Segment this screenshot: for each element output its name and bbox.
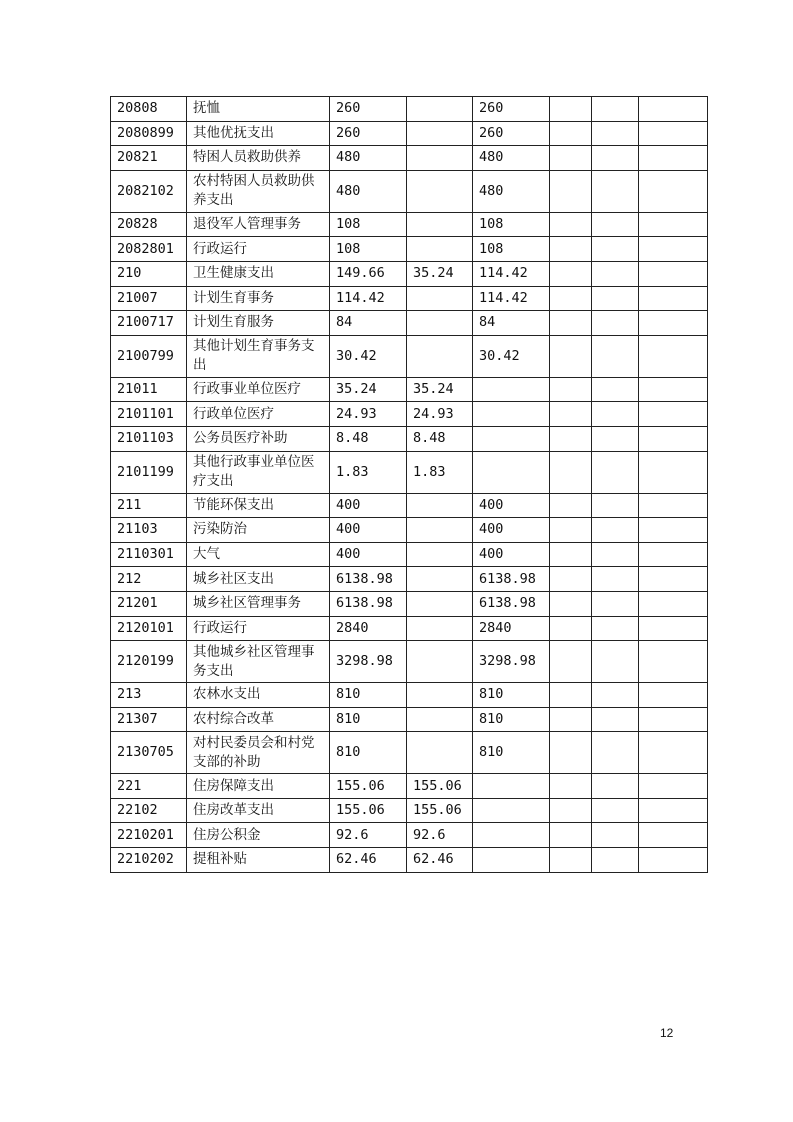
table-row — [111, 237, 708, 262]
cell-empty-1 — [550, 426, 592, 451]
cell-name: 行政事业单位医疗 — [187, 377, 330, 402]
cell-name: 行政运行 — [187, 616, 330, 641]
cell-empty-2 — [592, 335, 639, 377]
table-body — [111, 97, 708, 873]
cell-project: 400 — [473, 518, 550, 543]
cell-empty-3 — [639, 848, 708, 873]
cell-empty-2 — [592, 798, 639, 823]
cell-empty-1 — [550, 683, 592, 708]
table-row — [111, 170, 708, 212]
table-row — [111, 707, 708, 732]
table-row — [111, 798, 708, 823]
cell-empty-2 — [592, 426, 639, 451]
cell-empty-1 — [550, 170, 592, 212]
cell-empty-2 — [592, 567, 639, 592]
cell-project — [473, 774, 550, 799]
cell-empty-1 — [550, 261, 592, 286]
cell-code: 21007 — [111, 286, 187, 311]
cell-basic — [407, 567, 473, 592]
cell-total: 62.46 — [330, 848, 407, 873]
cell-basic — [407, 311, 473, 336]
cell-project: 6138.98 — [473, 567, 550, 592]
table-row — [111, 402, 708, 427]
cell-empty-1 — [550, 121, 592, 146]
cell-total: 24.93 — [330, 402, 407, 427]
cell-code: 21011 — [111, 377, 187, 402]
cell-total: 35.24 — [330, 377, 407, 402]
cell-empty-1 — [550, 311, 592, 336]
cell-empty-1 — [550, 848, 592, 873]
cell-code: 2120101 — [111, 616, 187, 641]
cell-code: 21201 — [111, 591, 187, 616]
cell-basic — [407, 212, 473, 237]
cell-empty-3 — [639, 237, 708, 262]
cell-name: 其他城乡社区管理事务支出 — [187, 641, 330, 683]
cell-code: 21103 — [111, 518, 187, 543]
cell-code: 2082801 — [111, 237, 187, 262]
table-row — [111, 212, 708, 237]
cell-basic — [407, 97, 473, 122]
cell-total: 8.48 — [330, 426, 407, 451]
cell-empty-3 — [639, 426, 708, 451]
cell-empty-1 — [550, 774, 592, 799]
cell-empty-3 — [639, 641, 708, 683]
cell-code: 2130705 — [111, 732, 187, 774]
cell-total: 400 — [330, 542, 407, 567]
cell-empty-1 — [550, 377, 592, 402]
cell-project: 108 — [473, 212, 550, 237]
cell-total: 810 — [330, 732, 407, 774]
cell-empty-2 — [592, 451, 639, 493]
cell-code: 22102 — [111, 798, 187, 823]
cell-basic: 35.24 — [407, 377, 473, 402]
cell-project: 114.42 — [473, 286, 550, 311]
cell-empty-3 — [639, 335, 708, 377]
table-row — [111, 823, 708, 848]
cell-total: 480 — [330, 146, 407, 171]
cell-name: 特困人员救助供养 — [187, 146, 330, 171]
cell-code: 21307 — [111, 707, 187, 732]
cell-name: 公务员医疗补助 — [187, 426, 330, 451]
cell-name: 卫生健康支出 — [187, 261, 330, 286]
table-row — [111, 426, 708, 451]
cell-name: 其他计划生育事务支出 — [187, 335, 330, 377]
table-row — [111, 377, 708, 402]
table-row — [111, 641, 708, 683]
cell-empty-1 — [550, 567, 592, 592]
cell-basic: 92.6 — [407, 823, 473, 848]
cell-total: 84 — [330, 311, 407, 336]
cell-project: 2840 — [473, 616, 550, 641]
cell-code: 20821 — [111, 146, 187, 171]
cell-project: 480 — [473, 170, 550, 212]
cell-name: 污染防治 — [187, 518, 330, 543]
cell-empty-3 — [639, 146, 708, 171]
cell-empty-2 — [592, 170, 639, 212]
cell-basic — [407, 493, 473, 518]
table-row — [111, 567, 708, 592]
cell-basic — [407, 335, 473, 377]
cell-empty-2 — [592, 286, 639, 311]
cell-name: 住房改革支出 — [187, 798, 330, 823]
cell-basic: 155.06 — [407, 774, 473, 799]
cell-basic — [407, 591, 473, 616]
cell-basic: 155.06 — [407, 798, 473, 823]
cell-empty-1 — [550, 732, 592, 774]
cell-project: 480 — [473, 146, 550, 171]
cell-project: 30.42 — [473, 335, 550, 377]
cell-empty-3 — [639, 798, 708, 823]
cell-project: 6138.98 — [473, 591, 550, 616]
cell-basic: 62.46 — [407, 848, 473, 873]
cell-empty-3 — [639, 286, 708, 311]
cell-empty-3 — [639, 97, 708, 122]
cell-empty-1 — [550, 542, 592, 567]
cell-empty-1 — [550, 335, 592, 377]
cell-code: 213 — [111, 683, 187, 708]
cell-code: 2210201 — [111, 823, 187, 848]
cell-empty-2 — [592, 212, 639, 237]
table-row — [111, 97, 708, 122]
cell-empty-2 — [592, 377, 639, 402]
cell-empty-1 — [550, 823, 592, 848]
cell-code: 2080899 — [111, 121, 187, 146]
cell-basic — [407, 616, 473, 641]
cell-basic — [407, 518, 473, 543]
cell-empty-1 — [550, 97, 592, 122]
cell-name: 抚恤 — [187, 97, 330, 122]
cell-basic: 35.24 — [407, 261, 473, 286]
cell-project: 810 — [473, 707, 550, 732]
cell-empty-1 — [550, 146, 592, 171]
cell-empty-3 — [639, 683, 708, 708]
cell-empty-2 — [592, 542, 639, 567]
cell-project: 84 — [473, 311, 550, 336]
cell-basic — [407, 542, 473, 567]
cell-total: 149.66 — [330, 261, 407, 286]
cell-empty-2 — [592, 683, 639, 708]
cell-basic — [407, 286, 473, 311]
cell-empty-1 — [550, 286, 592, 311]
cell-empty-3 — [639, 567, 708, 592]
cell-total: 30.42 — [330, 335, 407, 377]
cell-total: 6138.98 — [330, 591, 407, 616]
cell-empty-3 — [639, 518, 708, 543]
table-row — [111, 493, 708, 518]
cell-code: 2101199 — [111, 451, 187, 493]
table-row — [111, 774, 708, 799]
cell-code: 2082102 — [111, 170, 187, 212]
cell-basic — [407, 683, 473, 708]
cell-basic — [407, 121, 473, 146]
cell-total: 155.06 — [330, 798, 407, 823]
cell-empty-2 — [592, 493, 639, 518]
table-row — [111, 848, 708, 873]
cell-empty-1 — [550, 212, 592, 237]
cell-project — [473, 823, 550, 848]
cell-empty-2 — [592, 146, 639, 171]
cell-project — [473, 426, 550, 451]
cell-basic: 24.93 — [407, 402, 473, 427]
cell-name: 其他行政事业单位医疗支出 — [187, 451, 330, 493]
cell-project: 400 — [473, 493, 550, 518]
cell-name: 农林水支出 — [187, 683, 330, 708]
cell-name: 大气 — [187, 542, 330, 567]
table-row — [111, 542, 708, 567]
table-row — [111, 335, 708, 377]
table-row — [111, 683, 708, 708]
cell-code: 2100717 — [111, 311, 187, 336]
cell-name: 住房公积金 — [187, 823, 330, 848]
cell-total: 480 — [330, 170, 407, 212]
cell-empty-2 — [592, 311, 639, 336]
table-row — [111, 146, 708, 171]
cell-empty-3 — [639, 823, 708, 848]
cell-project — [473, 848, 550, 873]
cell-project: 260 — [473, 97, 550, 122]
cell-empty-3 — [639, 311, 708, 336]
cell-empty-3 — [639, 591, 708, 616]
cell-empty-1 — [550, 707, 592, 732]
cell-project — [473, 377, 550, 402]
cell-name: 住房保障支出 — [187, 774, 330, 799]
budget-table — [110, 96, 708, 873]
cell-project — [473, 451, 550, 493]
cell-empty-3 — [639, 402, 708, 427]
cell-total: 810 — [330, 683, 407, 708]
cell-basic — [407, 170, 473, 212]
cell-total: 114.42 — [330, 286, 407, 311]
cell-project: 260 — [473, 121, 550, 146]
cell-empty-3 — [639, 616, 708, 641]
cell-name: 城乡社区管理事务 — [187, 591, 330, 616]
cell-basic — [407, 641, 473, 683]
cell-total: 108 — [330, 212, 407, 237]
cell-name: 其他优抚支出 — [187, 121, 330, 146]
cell-empty-1 — [550, 798, 592, 823]
cell-name: 农村特困人员救助供养支出 — [187, 170, 330, 212]
cell-total: 810 — [330, 707, 407, 732]
cell-total: 92.6 — [330, 823, 407, 848]
cell-total: 400 — [330, 518, 407, 543]
cell-code: 2210202 — [111, 848, 187, 873]
cell-code: 2101103 — [111, 426, 187, 451]
cell-total: 260 — [330, 97, 407, 122]
cell-empty-3 — [639, 732, 708, 774]
cell-basic: 1.83 — [407, 451, 473, 493]
table-row — [111, 286, 708, 311]
cell-code: 2100799 — [111, 335, 187, 377]
cell-empty-3 — [639, 377, 708, 402]
cell-total: 260 — [330, 121, 407, 146]
cell-project: 810 — [473, 732, 550, 774]
cell-total: 1.83 — [330, 451, 407, 493]
cell-name: 行政单位医疗 — [187, 402, 330, 427]
cell-name: 提租补贴 — [187, 848, 330, 873]
cell-name: 对村民委员会和村党支部的补助 — [187, 732, 330, 774]
cell-empty-2 — [592, 518, 639, 543]
table-row — [111, 591, 708, 616]
cell-basic — [407, 707, 473, 732]
cell-project: 108 — [473, 237, 550, 262]
cell-empty-2 — [592, 591, 639, 616]
cell-total: 6138.98 — [330, 567, 407, 592]
cell-empty-1 — [550, 518, 592, 543]
cell-empty-2 — [592, 121, 639, 146]
cell-basic: 8.48 — [407, 426, 473, 451]
cell-empty-2 — [592, 237, 639, 262]
cell-empty-3 — [639, 774, 708, 799]
cell-empty-3 — [639, 261, 708, 286]
cell-basic — [407, 146, 473, 171]
cell-empty-3 — [639, 121, 708, 146]
cell-code: 210 — [111, 261, 187, 286]
cell-basic — [407, 237, 473, 262]
cell-code: 211 — [111, 493, 187, 518]
table-row — [111, 121, 708, 146]
cell-empty-2 — [592, 97, 639, 122]
cell-empty-2 — [592, 616, 639, 641]
table-row — [111, 616, 708, 641]
cell-empty-2 — [592, 774, 639, 799]
cell-code: 212 — [111, 567, 187, 592]
cell-total: 400 — [330, 493, 407, 518]
cell-empty-1 — [550, 591, 592, 616]
table-row — [111, 732, 708, 774]
cell-project: 810 — [473, 683, 550, 708]
cell-empty-2 — [592, 261, 639, 286]
cell-empty-3 — [639, 707, 708, 732]
cell-empty-1 — [550, 641, 592, 683]
cell-empty-2 — [592, 823, 639, 848]
cell-name: 计划生育服务 — [187, 311, 330, 336]
cell-name: 计划生育事务 — [187, 286, 330, 311]
cell-empty-3 — [639, 542, 708, 567]
cell-empty-2 — [592, 641, 639, 683]
cell-empty-1 — [550, 493, 592, 518]
cell-empty-3 — [639, 451, 708, 493]
cell-total: 2840 — [330, 616, 407, 641]
cell-project — [473, 798, 550, 823]
cell-empty-2 — [592, 732, 639, 774]
table-row — [111, 261, 708, 286]
cell-code: 20808 — [111, 97, 187, 122]
cell-name: 退役军人管理事务 — [187, 212, 330, 237]
cell-empty-3 — [639, 493, 708, 518]
cell-basic — [407, 732, 473, 774]
cell-empty-2 — [592, 402, 639, 427]
cell-code: 221 — [111, 774, 187, 799]
cell-project: 3298.98 — [473, 641, 550, 683]
cell-name: 农村综合改革 — [187, 707, 330, 732]
cell-empty-2 — [592, 848, 639, 873]
cell-empty-2 — [592, 707, 639, 732]
page-number: 12 — [660, 1026, 674, 1040]
cell-project: 114.42 — [473, 261, 550, 286]
cell-project — [473, 402, 550, 427]
cell-total: 108 — [330, 237, 407, 262]
table-row — [111, 451, 708, 493]
cell-empty-1 — [550, 616, 592, 641]
table-row — [111, 311, 708, 336]
cell-name: 城乡社区支出 — [187, 567, 330, 592]
cell-empty-1 — [550, 237, 592, 262]
cell-project: 400 — [473, 542, 550, 567]
cell-empty-3 — [639, 212, 708, 237]
cell-empty-3 — [639, 170, 708, 212]
cell-name: 节能环保支出 — [187, 493, 330, 518]
cell-code: 2120199 — [111, 641, 187, 683]
table-row — [111, 518, 708, 543]
cell-empty-1 — [550, 402, 592, 427]
cell-total: 155.06 — [330, 774, 407, 799]
cell-name: 行政运行 — [187, 237, 330, 262]
cell-code: 20828 — [111, 212, 187, 237]
cell-code: 2110301 — [111, 542, 187, 567]
cell-total: 3298.98 — [330, 641, 407, 683]
cell-code: 2101101 — [111, 402, 187, 427]
cell-empty-1 — [550, 451, 592, 493]
